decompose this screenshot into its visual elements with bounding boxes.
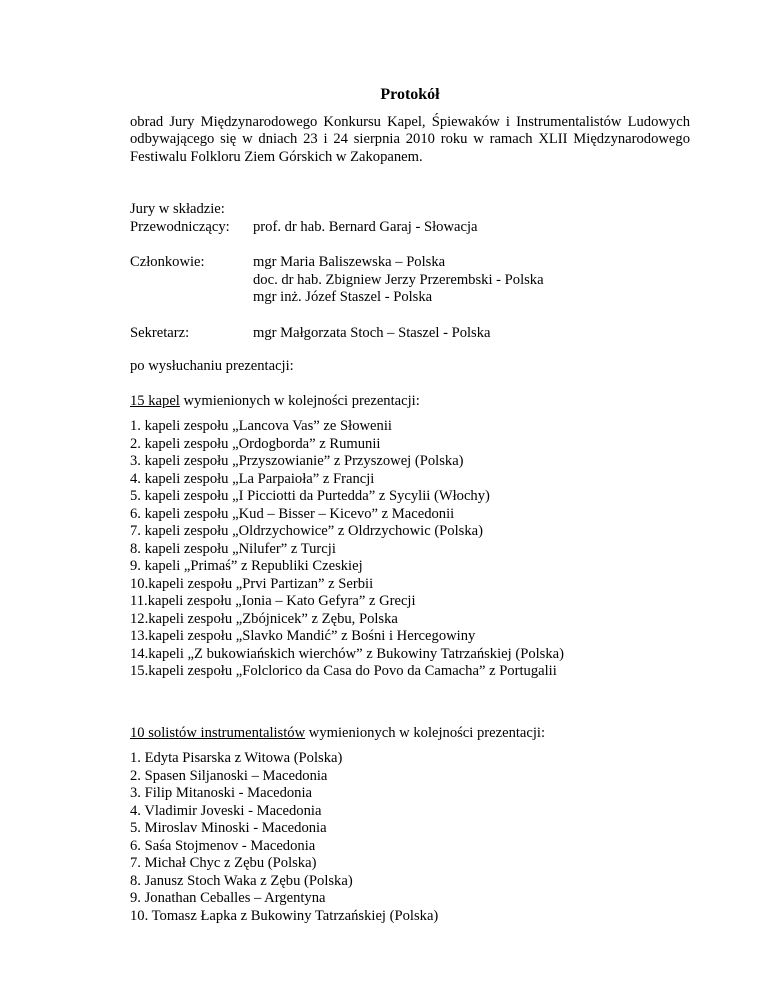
list-item: 6. kapeli zespołu „Kud – Bisser – Kicevo” z Macedonii: [130, 505, 455, 522]
chair-value: prof. dr hab. Bernard Garaj - Słowacja: [253, 218, 478, 235]
members-list: [253, 254, 544, 307]
soloists-heading-rest: wymienionych w kolejności prezentacji:: [305, 724, 546, 741]
intro-paragraph: obrad Jury Międzynarodowego Konkursu Kapel, Śpiewaków i Instrumentalistów Ludowych odbywającego się w dniach 23 i 24 sierpnia 2010 roku w ramach XLII Międzynarodowego Festiwalu Folkloru Ziem Górskich w Zakopanem.: [130, 113, 690, 165]
list-item: 10.kapeli zespołu „Prvi Partizan” z Serbii: [130, 575, 374, 592]
jury-heading: Jury w składzie:: [130, 201, 225, 217]
jury-section: [130, 201, 690, 376]
list-item: 5. kapeli zespołu „I Picciotti da Purtedda” z Sycylii (Włochy): [130, 488, 490, 504]
soloists-heading-underlined: 10 solistów instrumentalistów: [130, 724, 306, 741]
bands-heading-rest: wymienionych w kolejności prezentacji:: [179, 392, 420, 409]
list-item: 2. Spasen Siljanoski – Macedonia: [130, 767, 328, 784]
members-row: [130, 254, 690, 307]
list-item: 15.kapeli zespołu „Folclorico da Casa do Povo da Camacha” z Portugalii: [130, 663, 557, 679]
list-item: 12.kapeli zespołu „Zbójnicek” z Zębu, Polska: [130, 610, 398, 627]
bands-heading-underlined: 15 kapel: [130, 392, 180, 409]
members-label: Członkowie:: [130, 254, 205, 270]
chair-row: [130, 219, 690, 237]
soloists-list: [130, 750, 690, 925]
secretary-row: [130, 325, 690, 343]
list-item: 1. Edyta Pisarska z Witowa (Polska): [130, 750, 343, 766]
list-item: 9. Jonathan Ceballes – Argentyna: [130, 890, 326, 906]
list-item: 7. kapeli zespołu „Oldrzychowice” z Oldrzychowic (Polska): [130, 523, 483, 539]
bands-heading: [130, 393, 690, 411]
member-item: doc. dr hab. Zbigniew Jerzy Przerembski - Polska: [253, 271, 544, 288]
list-item: 7. Michał Chyc z Zębu (Polska): [130, 855, 317, 871]
list-item: 11.kapeli zespołu „Ionia – Kato Gefyra” z Grecji: [130, 593, 416, 609]
chair-label: Przewodniczący:: [130, 218, 230, 235]
list-item: 5. Miroslav Minoski - Macedonia: [130, 820, 327, 836]
list-item: 3. kapeli zespołu „Przyszowianie” z Przyszowej (Polska): [130, 453, 464, 469]
list-item: 3. Filip Mitanoski - Macedonia: [130, 785, 312, 801]
document-title: Protokół: [380, 86, 440, 103]
member-item: mgr inż. Józef Staszel - Polska: [253, 289, 433, 305]
soloists-heading: [130, 725, 690, 743]
bands-list: [130, 418, 690, 681]
list-item: 6. Saśa Stojmenov - Macedonia: [130, 837, 316, 854]
list-item: 14.kapeli „Z bukowiańskich wierchów” z Bukowiny Tatrzańskiej (Polska): [130, 645, 564, 662]
list-item: 4. Vladimir Joveski - Macedonia: [130, 802, 322, 819]
list-item: 8. kapeli zespołu „Nilufer” z Turcji: [130, 540, 336, 557]
list-item: 10. Tomasz Łapka z Bukowiny Tatrzańskiej (Polska): [130, 907, 439, 924]
list-item: 8. Janusz Stoch Waka z Zębu (Polska): [130, 872, 353, 889]
member-item: mgr Maria Baliszewska – Polska: [253, 254, 446, 270]
list-item: 1. kapeli zespołu „Lancova Vas” ze Słowenii: [130, 418, 392, 434]
list-item: 13.kapeli zespołu „Slavko Mandić” z Bośni i Hercegowiny: [130, 628, 476, 644]
list-item: 9. kapeli „Primaś” z Republiki Czeskiej: [130, 558, 363, 574]
document-page: [130, 86, 690, 925]
secretary-label: Sekretarz:: [130, 324, 190, 341]
secretary-value: mgr Małgorzata Stoch – Staszel - Polska: [253, 324, 491, 341]
list-item: 4. kapeli zespołu „La Parpaioła” z Francji: [130, 470, 375, 487]
after-presentations-text: po wysłuchaniu prezentacji:: [130, 358, 294, 374]
list-item: 2. kapeli zespołu „Ordogborda” z Rumunii: [130, 435, 381, 452]
